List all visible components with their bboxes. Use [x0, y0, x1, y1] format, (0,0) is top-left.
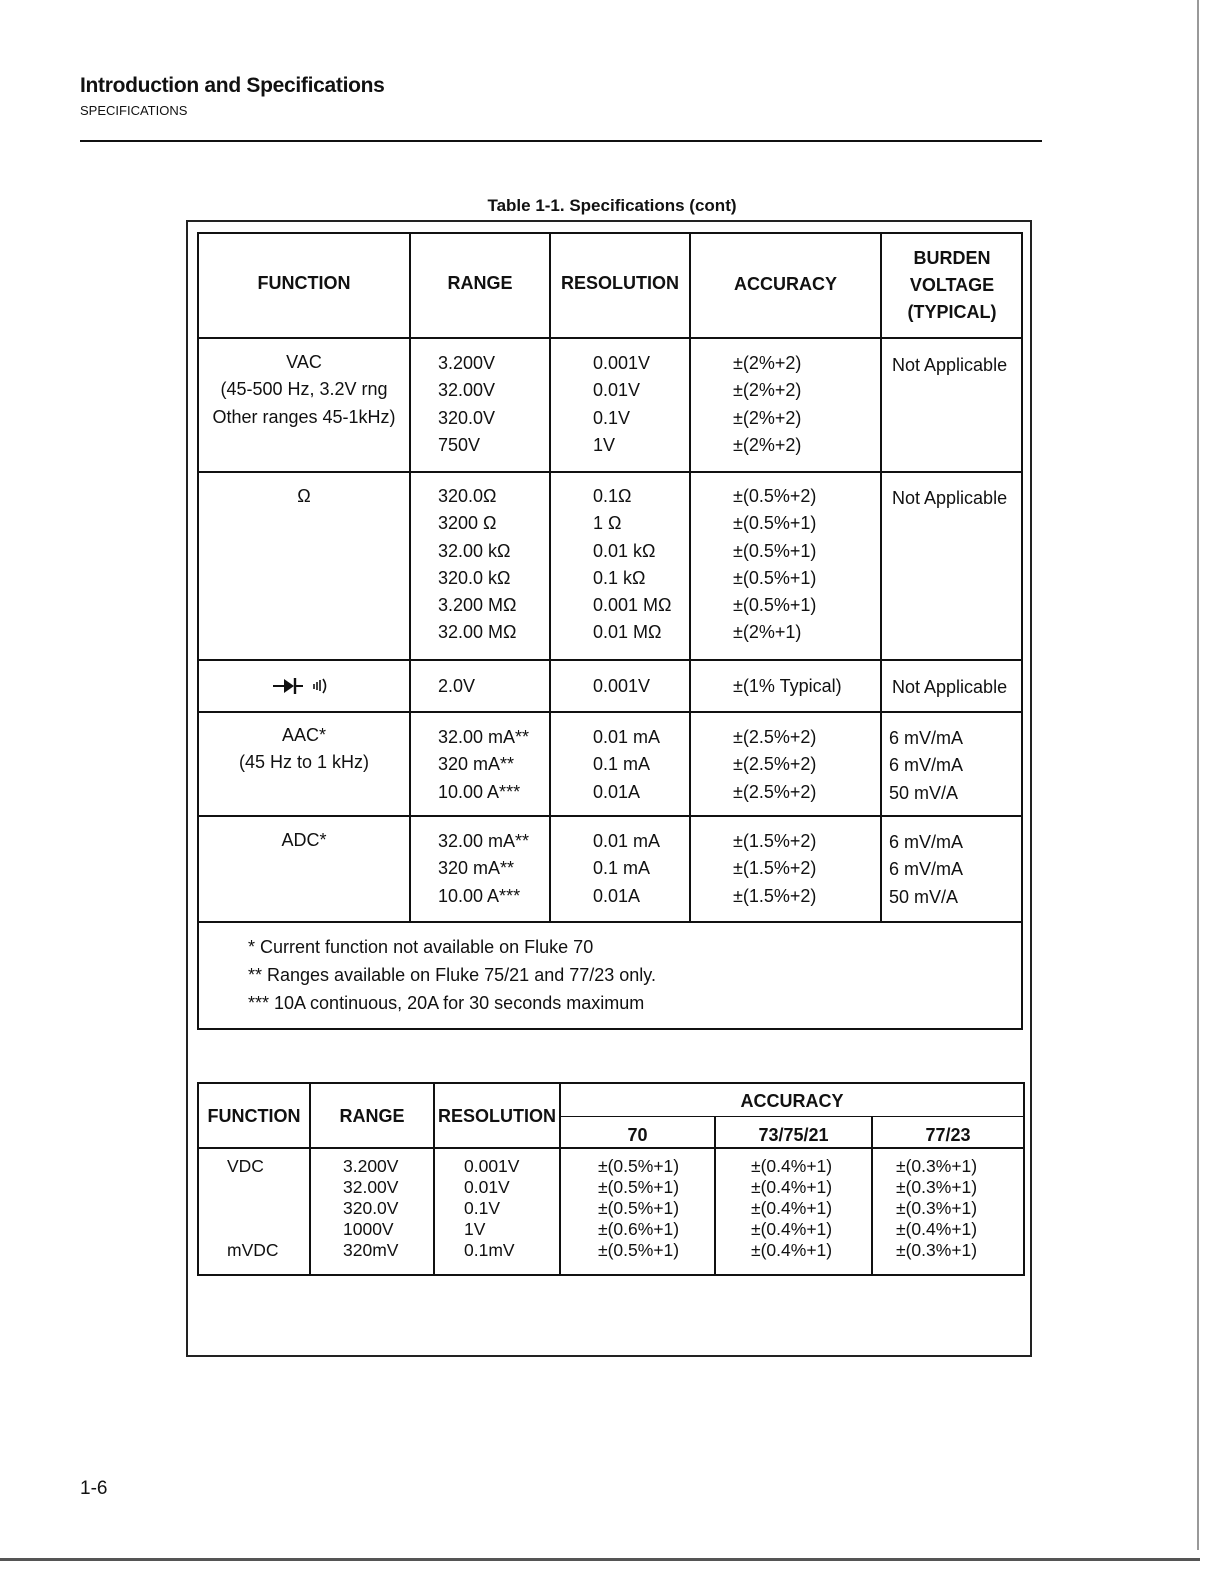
accuracy-value: ±(1% Typical) — [733, 676, 842, 696]
page-number: 1-6 — [80, 1478, 108, 1499]
resolution-list: 0.001V 0.01V 0.1V 1V — [593, 353, 651, 455]
burden-value: Not Applicable — [892, 355, 1008, 375]
range-list: 32.00 mA** 320 mA** 10.00 A*** — [438, 727, 530, 802]
footnote: *** 10A continuous, 20A for 30 seconds maximum — [248, 993, 645, 1013]
section-subtitle: SPECIFICATIONS — [80, 103, 188, 118]
page-title: Introduction and Specifications — [80, 74, 385, 97]
function-diode-continuity — [272, 674, 342, 698]
t2-header-accuracy: ACCURACY — [740, 1091, 844, 1111]
function-adc: ADC* — [281, 830, 327, 850]
t2-header-model-70: 70 — [627, 1125, 648, 1145]
t2-header-function: FUNCTION — [207, 1106, 301, 1126]
header-function: FUNCTION — [257, 273, 351, 293]
range-list: 320.0Ω 3200 Ω 32.00 kΩ 320.0 kΩ 3.200 MΩ 32.00 MΩ — [438, 486, 517, 643]
t2-range-list: 3.200V 32.00V 320.0V 1000V 320mV — [343, 1156, 399, 1260]
t2-accuracy-77-23-list: ±(0.3%+1) ±(0.3%+1) ±(0.3%+1) ±(0.4%+1) ±(0.3%+1) — [896, 1156, 978, 1260]
header-range: RANGE — [447, 273, 513, 293]
burden-list: 6 mV/mA 6 mV/mA 50 mV/A — [889, 832, 964, 907]
range-list: 3.200V 32.00V 320.0V 750V — [438, 353, 496, 455]
footnote: ** Ranges available on Fluke 75/21 and 77/23 only. — [248, 965, 656, 985]
table-caption: Table 1-1. Specifications (cont) — [487, 196, 737, 215]
function-aac: AAC* (45 Hz to 1 kHz) — [238, 725, 370, 773]
burden-list: 6 mV/mA 6 mV/mA 50 mV/A — [889, 728, 964, 803]
header-resolution: RESOLUTION — [560, 273, 679, 293]
footnote: * Current function not available on Fluke 70 — [248, 937, 594, 957]
function-ohms: Ω — [297, 486, 311, 506]
burden-value: Not Applicable — [892, 677, 1008, 697]
resolution-list: 0.01 mA 0.1 mA 0.01A — [593, 727, 661, 802]
scan-edge — [1197, 0, 1199, 1550]
function-vac: VAC (45-500 Hz, 3.2V rng Other ranges 45-1kHz) — [212, 352, 396, 427]
accuracy-list: ±(1.5%+2) ±(1.5%+2) ±(1.5%+2) — [733, 831, 817, 906]
burden-value: Not Applicable — [892, 488, 1008, 508]
continuity-icon — [314, 679, 326, 693]
range-list: 32.00 mA** 320 mA** 10.00 A*** — [438, 831, 530, 906]
scan-edge — [0, 1558, 1200, 1561]
t2-header-range: RANGE — [339, 1106, 405, 1126]
diode-icon — [272, 674, 342, 698]
t2-header-resolution: RESOLUTION — [437, 1106, 556, 1126]
resolution-value: 0.001V — [593, 676, 651, 696]
accuracy-list: ±(2.5%+2) ±(2.5%+2) ±(2.5%+2) — [733, 727, 817, 802]
t2-header-model-73-75-21: 73/75/21 — [758, 1125, 829, 1145]
t2-resolution-list: 0.001V 0.01V 0.1V 1V 0.1mV — [464, 1156, 520, 1260]
header-accuracy: ACCURACY — [734, 274, 837, 294]
accuracy-list: ±(0.5%+2) ±(0.5%+1) ±(0.5%+1) ±(0.5%+1) ±(0.5%+1) ±(2%+1) — [733, 486, 817, 643]
t2-accuracy-73-75-21-list: ±(0.4%+1) ±(0.4%+1) ±(0.4%+1) ±(0.4%+1) ±(0.4%+1) — [751, 1156, 833, 1260]
t2-header-model-77-23: 77/23 — [925, 1125, 971, 1145]
resolution-list: 0.1Ω 1 Ω 0.01 kΩ 0.1 kΩ 0.001 MΩ 0.01 MΩ — [593, 486, 672, 643]
range-value: 2.0V — [438, 676, 476, 696]
t2-accuracy-70-list: ±(0.5%+1) ±(0.5%+1) ±(0.5%+1) ±(0.6%+1) ±(0.5%+1) — [598, 1156, 680, 1260]
accuracy-list: ±(2%+2) ±(2%+2) ±(2%+2) ±(2%+2) — [733, 353, 802, 455]
header-burden: BURDEN VOLTAGE (TYPICAL) — [907, 248, 997, 322]
t2-function-list: VDC mVDC — [227, 1156, 279, 1260]
resolution-list: 0.01 mA 0.1 mA 0.01A — [593, 831, 661, 906]
header-rule — [80, 140, 1042, 142]
